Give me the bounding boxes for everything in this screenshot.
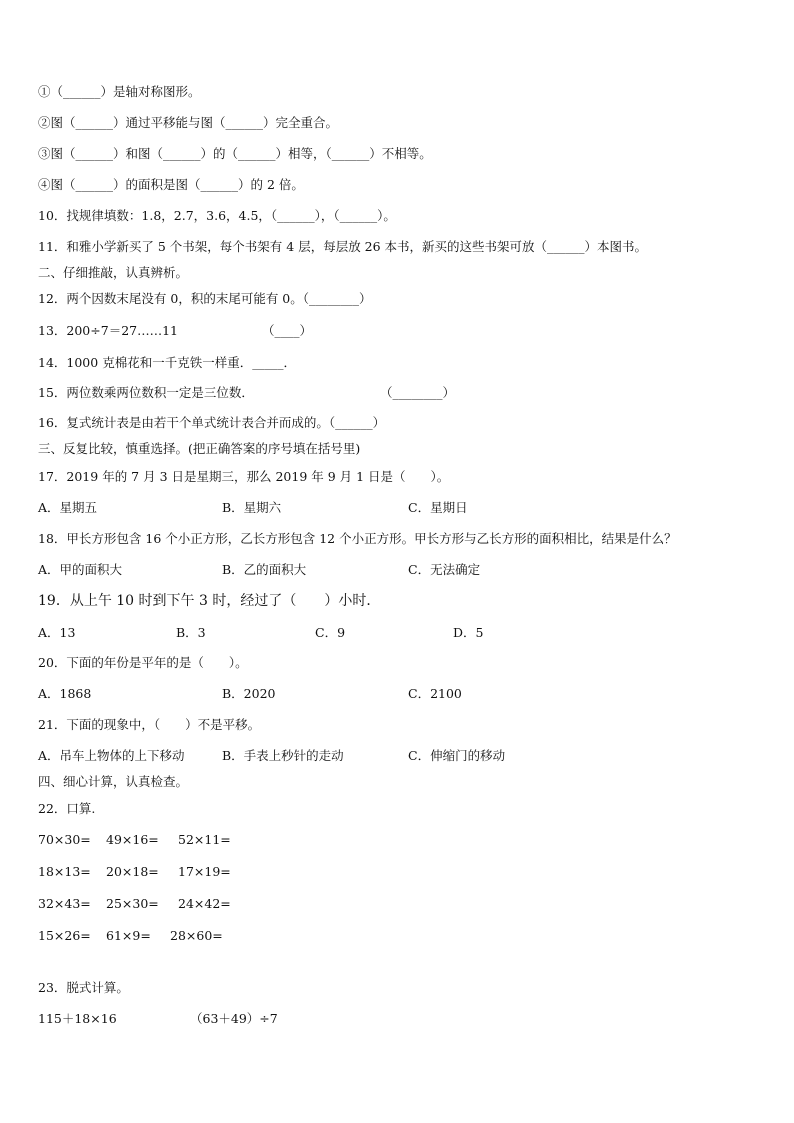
question-20-stem: 20．下面的年份是平年的是（ ）。: [38, 655, 248, 670]
section-4-heading: 四、细心计算，认真检查。: [38, 774, 189, 789]
question-18-option-b: B．乙的面积大: [222, 562, 307, 577]
question-18-option-a: A．甲的面积大: [38, 562, 123, 577]
question-21-option-a: A．吊车上物体的上下移动: [38, 748, 185, 763]
oral-calc-item: 20×18=: [106, 864, 159, 879]
sub-item-1: ①（______）是轴对称图形。: [38, 84, 201, 99]
oral-calc-item: 18×13=: [38, 864, 91, 879]
question-16: 16．复式统计表是由若干个单式统计表合并而成的。（______）: [38, 415, 386, 430]
question-17-stem: 17．2019 年的 7 月 3 日是星期三，那么 2019 年 9 月 1 日是（ ）。: [38, 469, 450, 484]
question-11: 11．和雅小学新买了 5 个书架，每个书架有 4 层，每层放 26 本书，新买的这些书架可放（______）本图书。: [38, 239, 648, 254]
question-19-option-b: B．3: [176, 625, 206, 640]
oral-calc-item: 32×43=: [38, 896, 91, 911]
question-15: 15．两位数乘两位数积一定是三位数．: [38, 385, 254, 400]
oral-calc-item: 15×26=: [38, 928, 91, 943]
oral-calc-item: 24×42=: [178, 896, 231, 911]
step-calc-item: 115＋18×16: [38, 1011, 117, 1026]
oral-calc-item: 25×30=: [106, 896, 159, 911]
sub-item-4: ④图（______）的面积是图（______）的 2 倍。: [38, 177, 304, 192]
question-18-stem: 18．甲长方形包含 16 个小正方形，乙长方形包含 12 个小正方形。甲长方形与乙长方形的面积相比，结果是什么？: [38, 531, 677, 546]
oral-calc-item: 52×11=: [178, 832, 231, 847]
question-10: 10．找规律填数：1.8，2.7，3.6，4.5，（______），（______）。: [38, 208, 396, 223]
question-21-stem: 21．下面的现象中，（ ）不是平移。: [38, 717, 261, 732]
question-20-option-b: B．2020: [222, 686, 276, 701]
sub-item-3: ③图（______）和图（______）的（______）相等，（______）不相等。: [38, 146, 432, 161]
sub-item-2: ②图（______）通过平移能与图（______）完全重合。: [38, 115, 339, 130]
question-17-option-b: B．星期六: [222, 500, 282, 515]
question-13: 13．200÷7＝27……11: [38, 323, 179, 338]
question-13-blank: （____）: [262, 323, 313, 338]
question-15-blank: （________）: [380, 385, 456, 400]
oral-calc-item: 61×9=: [106, 928, 151, 943]
section-2-heading: 二、仔细推敲，认真辨析。: [38, 265, 189, 280]
question-20-option-a: A．1868: [38, 686, 92, 701]
question-12: 12．两个因数末尾没有 0，积的末尾可能有 0。（________）: [38, 291, 372, 306]
question-19-option-c: C．9: [315, 625, 346, 640]
question-21-option-b: B．手表上秒针的走动: [222, 748, 344, 763]
question-17-option-a: A．星期五: [38, 500, 98, 515]
question-19-stem: 19．从上午 10 时到下午 3 时，经过了（ ）小时．: [38, 593, 381, 609]
question-21-option-c: C．伸缩门的移动: [408, 748, 506, 763]
question-23-title: 23．脱式计算。: [38, 980, 129, 995]
question-19-option-d: D．5: [453, 625, 484, 640]
oral-calc-item: 28×60=: [170, 928, 223, 943]
oral-calc-item: 17×19=: [178, 864, 231, 879]
question-14: 14．1000 克棉花和一千克铁一样重．_____．: [38, 355, 296, 370]
question-18-option-c: C．无法确定: [408, 562, 481, 577]
oral-calc-item: 49×16=: [106, 832, 159, 847]
question-19-option-a: A．13: [38, 625, 76, 640]
question-17-option-c: C．星期日: [408, 500, 468, 515]
section-3-heading: 三、反复比较，慎重选择。(把正确答案的序号填在括号里): [38, 441, 361, 456]
oral-calc-item: 70×30=: [38, 832, 91, 847]
question-20-option-c: C．2100: [408, 686, 462, 701]
step-calc-item: （63＋49）÷7: [190, 1011, 278, 1026]
question-22-title: 22．口算.: [38, 801, 96, 816]
